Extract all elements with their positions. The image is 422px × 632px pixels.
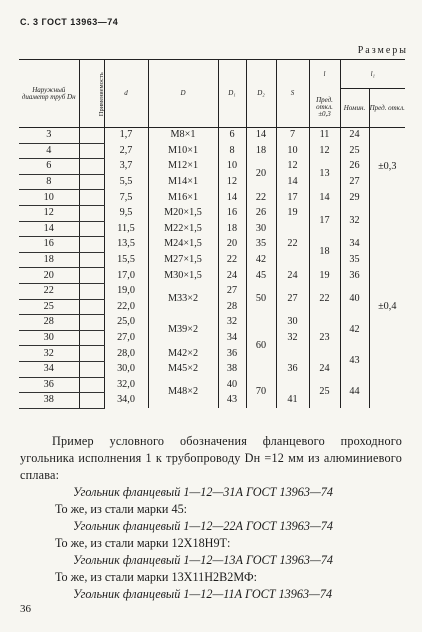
cell-application	[79, 237, 104, 253]
cell-l: 13	[309, 159, 340, 190]
cell-dn: 30	[19, 330, 79, 346]
cell-D: М14×1	[148, 174, 218, 190]
cell-D2: 42	[246, 252, 276, 268]
cell-D1: 28	[218, 299, 246, 315]
cell-d: 25,0	[104, 315, 148, 331]
cell-l: 11	[309, 128, 340, 144]
cell-l: 19	[309, 268, 340, 284]
cell-l1: 35	[340, 252, 369, 268]
example-intro: Пример условного обозначения фланцевого проходного угольника исполнения 1 к трубопроводу Dн =12 мм из алюминиевого сплава:	[20, 434, 402, 482]
cell-l1: 26	[340, 159, 369, 175]
cell-application	[79, 315, 104, 331]
cell-D2: 22	[246, 190, 276, 206]
header-l: l	[309, 60, 340, 89]
cell-dn: 14	[19, 221, 79, 237]
cell-dn: 25	[19, 299, 79, 315]
example-designation-2: Угольник фланцевый 1—12—22А ГОСТ 13963—74	[73, 519, 333, 533]
cell-D2: 30	[246, 221, 276, 237]
cell-D2: 60	[246, 315, 276, 377]
cell-D1: 18	[218, 221, 246, 237]
cell-l1-tol: ±0,3	[369, 128, 405, 206]
header-l-tol: Пред. откл. ±0,3	[309, 89, 340, 128]
cell-D: М42×2	[148, 346, 218, 362]
cell-S: 12	[276, 159, 309, 175]
cell-application	[79, 361, 104, 377]
cell-d: 34,0	[104, 393, 148, 409]
cell-D2: 20	[246, 159, 276, 190]
cell-D2: 35	[246, 237, 276, 253]
cell-application	[79, 346, 104, 362]
cell-d: 28,0	[104, 346, 148, 362]
cell-d: 17,0	[104, 268, 148, 284]
cell-application	[79, 221, 104, 237]
cell-l1: 29	[340, 190, 369, 206]
cell-D1: 16	[218, 205, 246, 221]
cell-d: 7,5	[104, 190, 148, 206]
cell-D: М20×1,5	[148, 205, 218, 221]
cell-D1: 38	[218, 361, 246, 377]
header-D: D	[148, 60, 218, 128]
cell-D1: 43	[218, 393, 246, 409]
header-dn: Наружный диаметр труб Dн	[19, 60, 79, 128]
cell-l: 25	[309, 377, 340, 408]
cell-dn: 38	[19, 393, 79, 409]
cell-d: 11,5	[104, 221, 148, 237]
cell-d: 1,7	[104, 128, 148, 144]
cell-application	[79, 252, 104, 268]
cell-l1-tol: ±0,4	[369, 205, 405, 408]
same-note-2: То же, из стали марки 12Х18Н9Т:	[55, 536, 231, 550]
cell-D: М27×1,5	[148, 252, 218, 268]
cell-D: М45×2	[148, 361, 218, 377]
cell-application	[79, 190, 104, 206]
cell-application	[79, 393, 104, 409]
cell-D2: 45	[246, 268, 276, 284]
page-header: С. 3 ГОСТ 13963—74	[20, 17, 119, 27]
cell-D1: 10	[218, 159, 246, 175]
units-label: Размеры	[357, 45, 408, 56]
cell-application	[79, 299, 104, 315]
cell-S: 41	[276, 393, 309, 409]
cell-application	[79, 205, 104, 221]
cell-D1: 6	[218, 128, 246, 144]
cell-dn: 12	[19, 205, 79, 221]
dimensions-table	[19, 59, 405, 409]
header-D1: D₁	[218, 60, 246, 128]
cell-l1: 40	[340, 283, 369, 314]
cell-D1: 22	[218, 252, 246, 268]
cell-dn: 32	[19, 346, 79, 362]
cell-S: 17	[276, 190, 309, 206]
header-D2: D₂	[246, 60, 276, 128]
cell-l1: 32	[340, 205, 369, 236]
cell-S: 10	[276, 143, 309, 159]
cell-D: М30×1,5	[148, 268, 218, 284]
cell-dn: 22	[19, 283, 79, 299]
cell-l1: 36	[340, 268, 369, 284]
cell-l: 18	[309, 237, 340, 268]
cell-D1: 12	[218, 174, 246, 190]
cell-d: 15,5	[104, 252, 148, 268]
cell-D1: 36	[218, 346, 246, 362]
cell-S: 32	[276, 330, 309, 346]
cell-application	[79, 128, 104, 144]
same-note-3: То же, из стали марки 13Х11Н2В2МФ:	[55, 570, 258, 584]
cell-D1: 24	[218, 268, 246, 284]
cell-D2: 14	[246, 128, 276, 144]
cell-S: 22	[276, 221, 309, 268]
header-l1-nom: Номин.	[340, 89, 369, 128]
cell-d: 19,0	[104, 283, 148, 299]
cell-D1: 8	[218, 143, 246, 159]
cell-D: М33×2	[148, 283, 218, 314]
cell-D1: 27	[218, 283, 246, 299]
cell-l1: 43	[340, 346, 369, 377]
cell-D: М8×1	[148, 128, 218, 144]
cell-dn: 8	[19, 174, 79, 190]
cell-dn: 4	[19, 143, 79, 159]
cell-application	[79, 377, 104, 393]
cell-d: 3,7	[104, 159, 148, 175]
header-l1: l₁	[340, 60, 405, 89]
cell-l: 14	[309, 190, 340, 206]
example-designation-3: Угольник фланцевый 1—12—13А ГОСТ 13963—74	[73, 553, 333, 567]
cell-l: 17	[309, 205, 340, 236]
cell-l: 23	[309, 315, 340, 362]
cell-dn: 28	[19, 315, 79, 331]
cell-d: 5,5	[104, 174, 148, 190]
cell-d: 22,0	[104, 299, 148, 315]
cell-d: 2,7	[104, 143, 148, 159]
cell-l: 24	[309, 361, 340, 377]
cell-l1: 27	[340, 174, 369, 190]
header-application: Применяемость	[79, 60, 104, 128]
cell-application	[79, 330, 104, 346]
cell-l1: 44	[340, 377, 369, 408]
cell-l1: 25	[340, 143, 369, 159]
cell-l1: 24	[340, 128, 369, 144]
same-note-1: То же, из стали марки 45:	[55, 502, 188, 516]
cell-S: 14	[276, 174, 309, 190]
header-S: S	[276, 60, 309, 128]
cell-S: 7	[276, 128, 309, 144]
cell-dn: 20	[19, 268, 79, 284]
cell-S: 36	[276, 346, 309, 393]
cell-D1: 14	[218, 190, 246, 206]
cell-dn: 10	[19, 190, 79, 206]
cell-dn: 6	[19, 159, 79, 175]
page-number: 36	[20, 603, 31, 615]
cell-l1: 42	[340, 315, 369, 346]
cell-application	[79, 159, 104, 175]
cell-D2: 50	[246, 283, 276, 314]
cell-S: 24	[276, 268, 309, 284]
cell-D1: 34	[218, 330, 246, 346]
cell-D: М39×2	[148, 315, 218, 346]
cell-S: 30	[276, 315, 309, 331]
cell-d: 27,0	[104, 330, 148, 346]
cell-D: М22×1,5	[148, 221, 218, 237]
header-l1-tol: Пред. откл.	[369, 89, 405, 128]
cell-D: М10×1	[148, 143, 218, 159]
cell-dn: 16	[19, 237, 79, 253]
cell-D2: 70	[246, 377, 276, 408]
cell-D: М24×1,5	[148, 237, 218, 253]
cell-application	[79, 174, 104, 190]
cell-l1: 34	[340, 237, 369, 253]
cell-D1: 32	[218, 315, 246, 331]
header-d: d	[104, 60, 148, 128]
cell-D2: 18	[246, 143, 276, 159]
cell-D: М48×2	[148, 377, 218, 408]
cell-d: 9,5	[104, 205, 148, 221]
cell-application	[79, 283, 104, 299]
cell-application	[79, 268, 104, 284]
example-designation-4: Угольник фланцевый 1—12—11А ГОСТ 13963—74	[73, 587, 333, 601]
cell-l: 22	[309, 283, 340, 314]
cell-dn: 18	[19, 252, 79, 268]
cell-D2: 26	[246, 205, 276, 221]
cell-d: 30,0	[104, 361, 148, 377]
cell-dn: 34	[19, 361, 79, 377]
cell-D: М12×1	[148, 159, 218, 175]
cell-S: 27	[276, 283, 309, 314]
example-designation-1: Угольник фланцевый 1—12—31А ГОСТ 13963—74	[73, 485, 333, 499]
cell-dn: 3	[19, 128, 79, 144]
example-section	[20, 433, 402, 603]
cell-D: М16×1	[148, 190, 218, 206]
cell-d: 32,0	[104, 377, 148, 393]
cell-D1: 40	[218, 377, 246, 393]
cell-dn: 36	[19, 377, 79, 393]
cell-D1: 20	[218, 237, 246, 253]
cell-d: 13,5	[104, 237, 148, 253]
cell-S: 19	[276, 205, 309, 221]
cell-application	[79, 143, 104, 159]
cell-l: 12	[309, 143, 340, 159]
